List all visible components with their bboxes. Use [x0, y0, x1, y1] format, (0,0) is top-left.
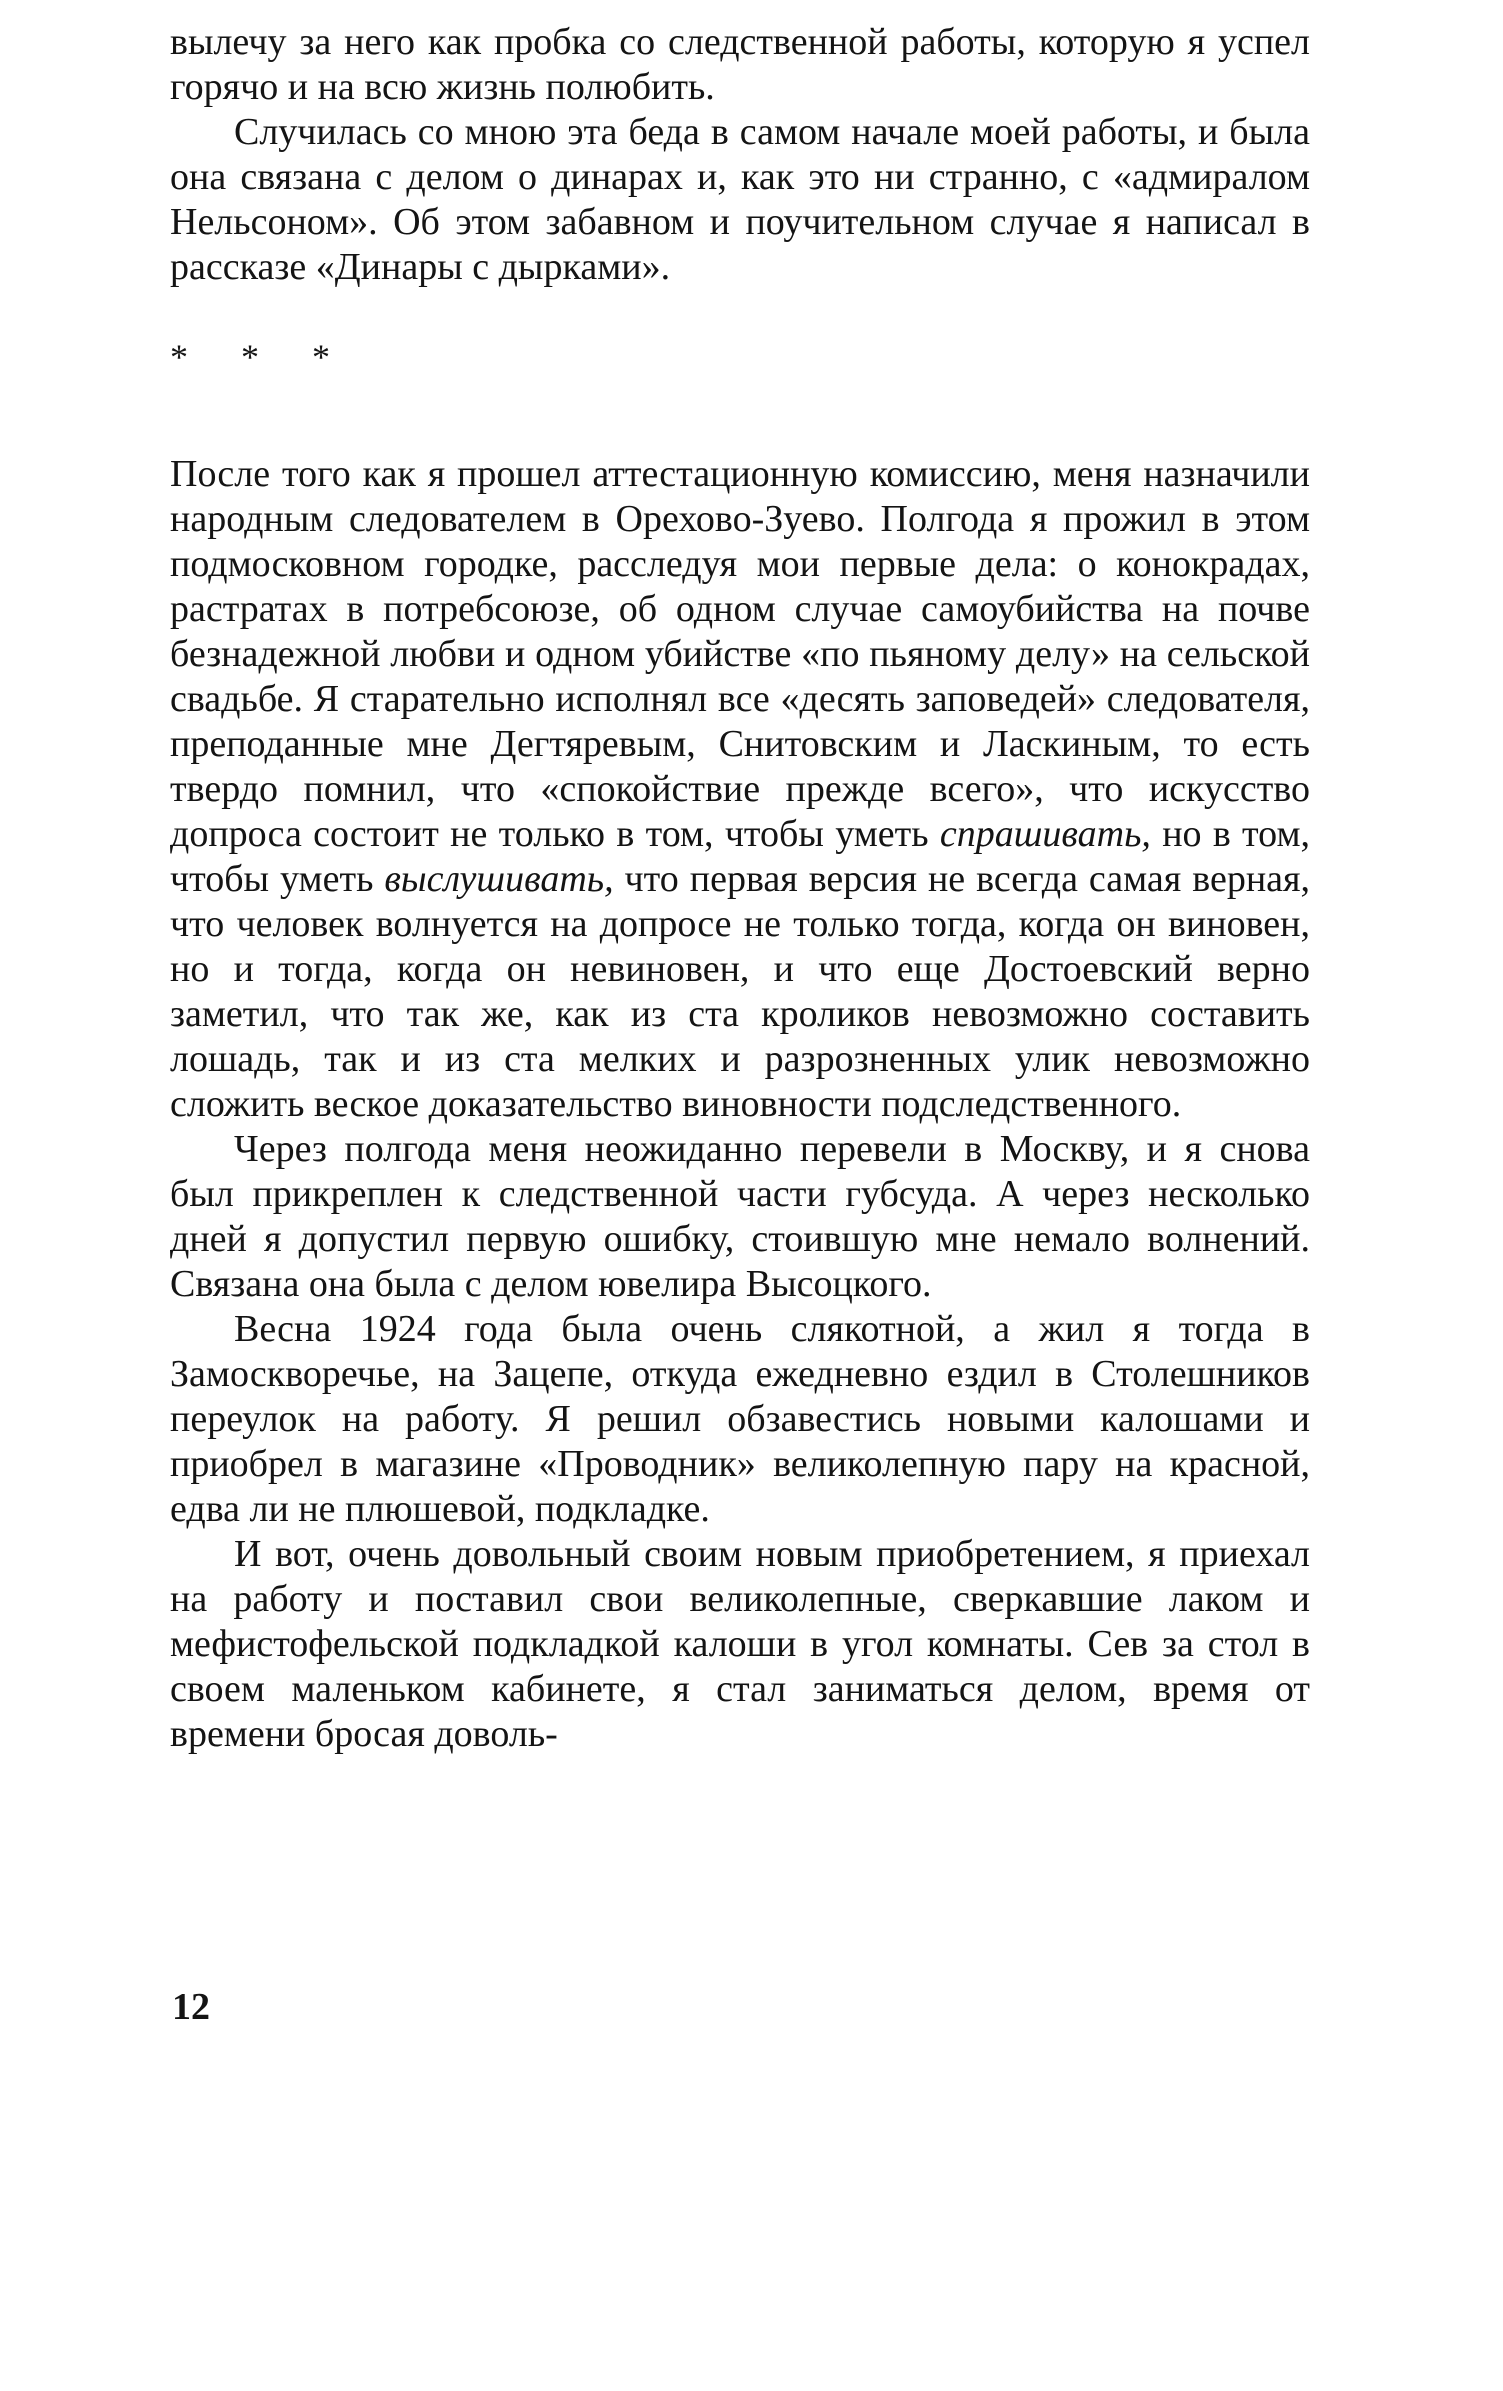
paragraph-3-emphasis-2: выслушивать, — [384, 858, 614, 900]
paragraph-3-text-c: что первая версия не всегда самая верная, что человек волнуется на допросе не только тогда, когда он виновен, но и тогда, когда он невиновен, и что еще Достоевский верно заметил, что так же, как из ста кроликов невозможно составить лошадь, так и из ста мелких и разрозненных улик невозможно сложить веское доказательство виновности подследственного. — [170, 858, 1310, 1125]
section-separator: * * * — [170, 337, 352, 377]
page-number: 12 — [172, 1986, 210, 2028]
paragraph-1: вылечу за него как пробка со следственной работы, которую я успел горячо и на всю жизнь полюбить. — [170, 21, 1310, 108]
book-page — [170, 20, 1310, 1757]
paragraph-2: Случилась со мною эта беда в самом начале моей работы, и была она связана с делом о динарах и, как это ни странно, с «адмиралом Нельсоном». Об этом забавном и поучительном случае я написал в рассказе «Динары с дырками». — [170, 111, 1310, 288]
paragraph-3-emphasis-1: спрашивать, — [939, 813, 1151, 855]
paragraph-3-text-b: но в том, чтобы уметь — [170, 813, 1310, 900]
paragraph-4: Через полгода меня неожиданно перевели в Москву, и я снова был прикреплен к следственной части губсуда. А через несколько дней я допустил первую ошибку, стоившую мне немало волнений. Связана она была с делом ювелира Высоцкого. — [170, 1128, 1310, 1305]
paragraph-3-text-a: После того как я прошел аттестационную комиссию, меня назначили народным следователем в Орехово-Зуево. Полгода я прожил в этом подмосковном городке, расследуя мои первые дела: о конокрадах, растратах в потребсоюзе, об одном случае самоубийства на почве безнадежной любви и одном убийстве «по пьяному делу» на сельской свадьбе. Я старательно исполнял все «десять заповедей» следователя, преподанные мне Дегтяревым, Снитовским и Ласкиным, то есть твердо помнил, что «спокойствие прежде всего», что искусство допроса состоит не только в том, чтобы уметь — [170, 453, 1310, 855]
paragraph-5: Весна 1924 года была очень слякотной, а жил я тогда в Замоскворечье, на Зацепе, откуда ежедневно ездил в Столешников переулок на работу. Я решил обзавестись новыми калошами и приобрел в магазине «Проводник» великолепную пару на красной, едва ли не плюшевой, подкладке. — [170, 1308, 1310, 1530]
paragraph-3 — [170, 452, 1310, 1127]
paragraph-6: И вот, очень довольный своим новым приобретением, я приехал на работу и поставил свои великолепные, сверкавшие лаком и мефистофельской подкладкой калоши в угол комнаты. Сев за стол в своем маленьком кабинете, я стал заниматься делом, время от времени бросая доволь- — [170, 1533, 1310, 1755]
